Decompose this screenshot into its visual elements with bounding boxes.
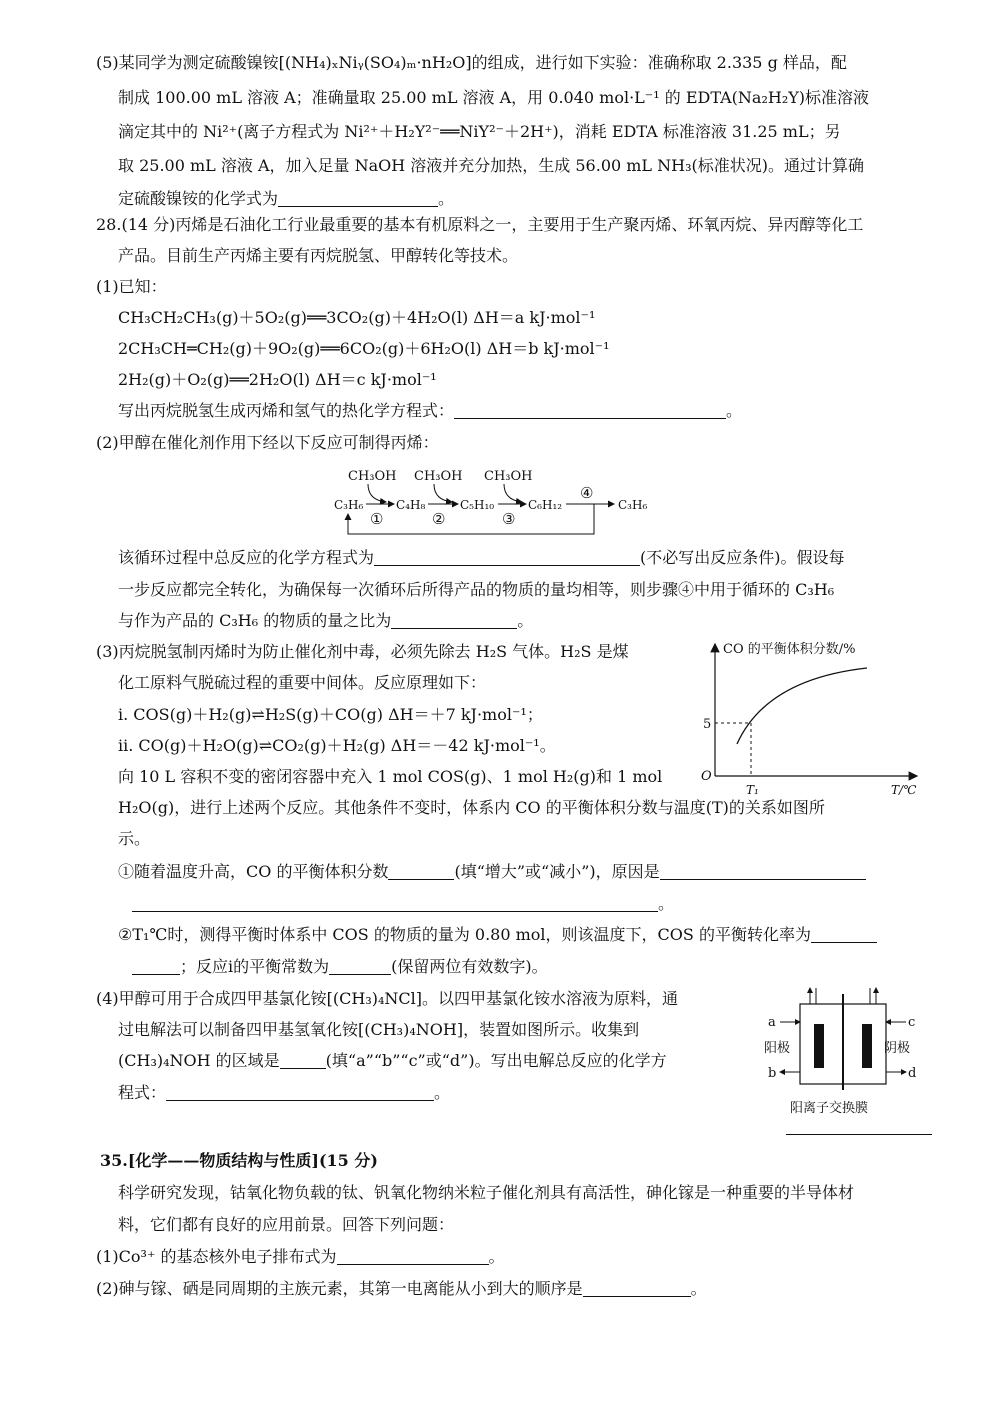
q28-part2-prompt: 该循环过程中总反应的化学方程式为	[118, 548, 375, 567]
answer-blank[interactable]	[337, 1248, 489, 1265]
answer-blank[interactable]	[811, 926, 877, 943]
q28-part3-q2-note: (保留两位有效数字)。	[391, 957, 548, 976]
region-d-label: d	[908, 1066, 917, 1081]
c3h6-reactant: C₃H₆	[334, 498, 364, 512]
q28-part2-ratio-prompt: 与作为产品的 C₃H₆ 的物质的量之比为	[118, 611, 392, 630]
ch3oh-label-1: CH₃OH	[348, 469, 397, 484]
answer-blank[interactable]	[388, 863, 454, 880]
c6h12-label: C₆H₁₂	[528, 498, 563, 512]
q28-equation-1: CH₃CH₂CH₃(g)＋5O₂(g)══3CO₂(g)＋4H₂O(l) ΔH＝a kJ·mol⁻¹	[118, 308, 596, 327]
co-fraction-curve	[737, 668, 867, 744]
q28-part2-line-3	[118, 610, 533, 632]
q28-part3-line-6: H₂O(g)，进行上述两个反应。其他条件不变时，体系内 CO 的平衡体积分数与温度(T)的关系如图所	[118, 798, 825, 817]
q28-part4-line-2: 过电解法可以制备四甲基氢氧化铵[(CH₃)₄NOH]，装置如图所示。收集到	[118, 1020, 640, 1039]
q28-part4-line-3	[118, 1050, 667, 1072]
region-b-label: b	[768, 1066, 777, 1081]
q28-reaction-ii: ⅱ. CO(g)＋H₂O(g)⇌CO₂(g)＋H₂(g) ΔH＝－42 kJ·mol⁻¹。	[118, 736, 556, 755]
cathode-plate	[862, 1024, 872, 1068]
c4h8-label: C₄H₈	[396, 498, 426, 512]
q28-part3-line-1: (3)丙烷脱氢制丙烯时为防止催化剂中毒，必须先除去 H₂S 气体。H₂S 是煤	[96, 642, 629, 661]
q27-5-line-2: 制成 100.00 mL 溶液 A；准确量取 25.00 mL 溶液 A，用 0.040 mol·L⁻¹ 的 EDTA(Na₂H₂Y)标准溶液	[118, 88, 870, 107]
q35-intro-2: 料，它们都有良好的应用前景。回答下列问题：	[118, 1215, 455, 1234]
y-tick-5: 5	[703, 717, 712, 732]
answer-blank[interactable]	[391, 612, 517, 629]
answer-blank[interactable]	[454, 402, 726, 419]
reagent-arrow-2	[434, 484, 452, 502]
q28-part1-period: 。	[726, 401, 743, 420]
q28-part1-prompt: 写出丙烷脱氢生成丙烯和氢气的热化学方程式：	[118, 401, 455, 420]
ch3oh-label-3: CH₃OH	[484, 469, 533, 484]
q28-equation-2: 2CH₃CH═CH₂(g)＋9O₂(g)══6CO₂(g)＋6H₂O(l) ΔH＝b kJ·mol⁻¹	[118, 339, 610, 358]
q28-part2-line-1	[118, 547, 845, 569]
q28-reaction-i: ⅰ. COS(g)＋H₂(g)⇌H₂S(g)＋CO(g) ΔH＝＋7 kJ·mol⁻¹；	[118, 705, 543, 724]
methanol-cycle-diagram	[328, 462, 668, 536]
q27-5-period: 。	[438, 189, 455, 208]
q35-part2-prompt: (2)砷与镓、硒是同周期的主族元素，其第一电离能从小到大的顺序是	[96, 1279, 583, 1298]
q28-part2-heading: (2)甲醇在催化剂作用下经以下反应可制得丙烯：	[96, 433, 439, 452]
answer-blank[interactable]	[280, 1052, 326, 1069]
q28-part1-question	[118, 400, 742, 422]
q28-intro-2: 产品。目前生产丙烯主要有丙烷脱氢、甲醇转化等技术。	[118, 246, 519, 265]
q35-part1-period: 。	[488, 1247, 505, 1266]
c5h10-label: C₅H₁₀	[460, 498, 495, 512]
q28-part3-line-5: 向 10 L 容积不变的密闭容器中充入 1 mol COS(g)、1 mol H₂(g)和 1 mol	[118, 767, 663, 786]
section-divider	[786, 1134, 932, 1135]
t1-label: T₁	[746, 783, 759, 796]
y-axis-label: CO 的平衡体积分数/%	[723, 642, 856, 657]
q28-intro-1: 28.(14 分)丙烯是石油化工行业最重要的基本有机原料之一，主要用于生产聚丙烯、环氧丙烷、异丙醇等化工	[96, 215, 864, 234]
membrane-label: 阳离子交换膜	[790, 1101, 869, 1116]
q28-part3-q1-period: 。	[658, 894, 675, 913]
co-fraction-graph	[695, 634, 935, 796]
q28-part2-note: (不必写出反应条件)。假设每	[640, 548, 845, 567]
q35-title: 35.[化学——物质结构与性质](15 分)	[100, 1151, 378, 1170]
answer-blank[interactable]	[374, 549, 640, 566]
region-c-label: c	[908, 1015, 916, 1030]
q27-5-line-1: (5)某同学为测定硫酸镍铵[(NH₄)ₓNiᵧ(SO₄)ₘ·nH₂O]的组成，进行如下实验：准确称取 2.335 g 样品，配	[96, 53, 847, 72]
answer-blank[interactable]	[132, 895, 658, 912]
q28-part2-line-2: 一步反应都完全转化，为确保每一次循环后所得产品的物质的量均相等，则步骤④中用于循环的 C₃H₆	[118, 580, 835, 599]
q28-part4-region-prompt: (CH₃)₄NOH 的区域是	[118, 1051, 280, 1070]
region-a-label: a	[768, 1015, 776, 1030]
q27-5-prompt: 定硫酸镍铵的化学式为	[118, 189, 279, 208]
answer-blank[interactable]	[660, 863, 866, 880]
q28-part3-q2-prompt: ②T₁℃时，测得平衡时体系中 COS 的物质的量为 0.80 mol，则该温度下，COS 的平衡转化率为	[118, 925, 811, 944]
q28-part3-q1-reason-prompt: (填“增大”或“减小”)，原因是	[454, 862, 660, 881]
answer-blank[interactable]	[583, 1280, 691, 1297]
q28-part4-line-4	[118, 1082, 450, 1104]
q28-part2-period: 。	[517, 611, 534, 630]
q28-part3-q2-cont	[132, 956, 548, 978]
anode-label: 阳极	[764, 1041, 791, 1056]
q28-equation-3: 2H₂(g)＋O₂(g)══2H₂O(l) ΔH＝c kJ·mol⁻¹	[118, 370, 437, 389]
q35-part2	[96, 1278, 707, 1300]
answer-blank[interactable]	[132, 958, 180, 975]
q28-part3-q1-cont	[132, 893, 674, 915]
q28-part3-line-7: 示。	[118, 829, 151, 848]
q35-part1	[96, 1246, 505, 1268]
answer-blank[interactable]	[278, 190, 438, 207]
step-2-marker: ②	[432, 510, 446, 528]
answer-blank[interactable]	[329, 958, 391, 975]
q28-part3-line-2: 化工原料气脱硫过程的重要中间体。反应原理如下：	[118, 673, 487, 692]
cathode-label: 阴极	[884, 1041, 911, 1056]
reagent-arrow-1	[368, 484, 386, 502]
step-3-marker: ③	[502, 510, 516, 528]
q27-5-line-4: 取 25.00 mL 溶液 A，加入足量 NaOH 溶液并充分加热，生成 56.00 mL NH₃(标准状况)。通过计算确	[118, 156, 864, 175]
step-1-marker: ①	[370, 510, 384, 528]
q27-5-line-5	[118, 188, 454, 210]
electrolysis-cell-diagram	[760, 980, 920, 1120]
q28-part3-q2-k-prompt: ；反应ⅰ的平衡常数为	[180, 957, 330, 976]
q28-part3-q1-prompt: ①随着温度升高，CO 的平衡体积分数	[118, 862, 389, 881]
q28-part3-q1	[118, 861, 866, 883]
q28-part1-heading: (1)已知：	[96, 277, 167, 296]
anode-plate	[814, 1024, 824, 1068]
q35-intro-1: 科学研究发现，钴氧化物负载的钛、钒氧化物纳米粒子催化剂具有高活性，砷化镓是一种重要的半导体材	[118, 1183, 855, 1202]
q35-part1-prompt: (1)Co³⁺ 的基态核外电子排布式为	[96, 1247, 337, 1266]
q35-part2-period: 。	[690, 1279, 707, 1298]
answer-blank[interactable]	[166, 1084, 434, 1101]
origin-label: O	[701, 769, 712, 784]
ch3oh-label-2: CH₃OH	[414, 469, 463, 484]
c3h6-product: C₃H₆	[618, 498, 648, 512]
q28-part4-line-1: (4)甲醇可用于合成四甲基氯化铵[(CH₃)₄NCl]。以四甲基氯化铵水溶液为原料，通	[96, 989, 679, 1008]
q28-part4-label: 程式：	[118, 1083, 167, 1102]
reagent-arrow-3	[504, 484, 522, 502]
q27-5-line-3: 滴定其中的 Ni²⁺(离子方程式为 Ni²⁺＋H₂Y²⁻══NiY²⁻＋2H⁺)，消耗 EDTA 标准溶液 31.25 mL；另	[118, 122, 841, 141]
q28-part4-equation-prompt: (填“a”“b”“c”或“d”)。写出电解总反应的化学方	[325, 1051, 667, 1070]
step-4-marker: ④	[580, 484, 594, 502]
q28-part4-period: 。	[434, 1083, 451, 1102]
q28-part3-q2	[118, 924, 877, 946]
x-axis-label: T/℃	[891, 783, 917, 796]
